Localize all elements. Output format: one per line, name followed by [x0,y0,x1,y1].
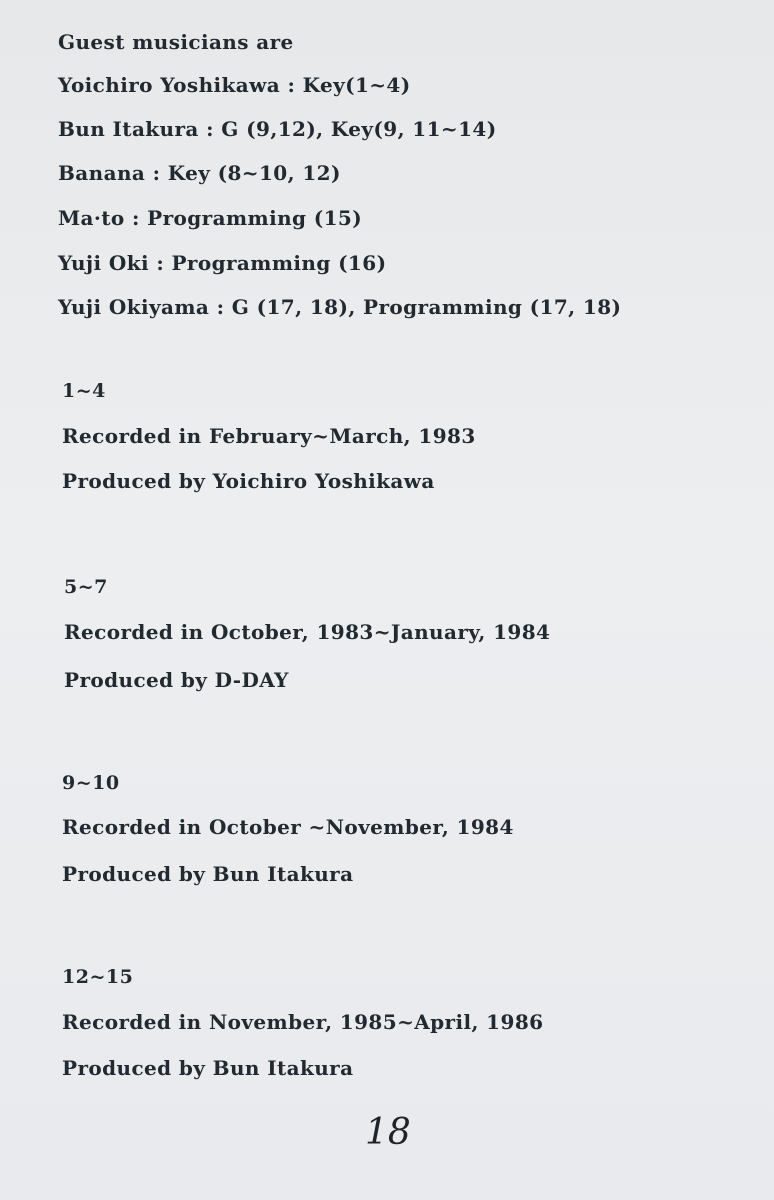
session-producer: Produced by Yoichiro Yoshikawa [62,469,435,493]
page-number: 18 [365,1112,411,1153]
guest-musicians-heading: Guest musicians are [58,30,294,54]
session-recorded-date: Recorded in November, 1985~April, 1986 [62,1010,544,1034]
session-recorded-date: Recorded in October, 1983~January, 1984 [64,620,551,644]
session-producer: Produced by Bun Itakura [62,1056,354,1080]
guest-musician-entry: Yoichiro Yoshikawa : Key(1~4) [58,73,411,97]
guest-musician-entry: Ma·to : Programming (15) [58,206,363,230]
guest-musician-entry: Bun Itakura : G (9,12), Key(9, 11~14) [58,117,497,141]
session-recorded-date: Recorded in February~March, 1983 [62,424,476,448]
session-track-range: 5~7 [64,576,108,598]
session-track-range: 12~15 [62,966,134,988]
guest-musician-entry: Banana : Key (8~10, 12) [58,161,341,185]
guest-musician-entry: Yuji Okiyama : G (17, 18), Programming (17, 18) [58,295,622,319]
session-track-range: 1~4 [62,380,106,402]
guest-musician-entry: Yuji Oki : Programming (16) [58,251,387,275]
session-recorded-date: Recorded in October ~November, 1984 [62,815,514,839]
session-producer: Produced by D-DAY [64,668,289,692]
session-producer: Produced by Bun Itakura [62,862,354,886]
session-track-range: 9~10 [62,772,120,794]
